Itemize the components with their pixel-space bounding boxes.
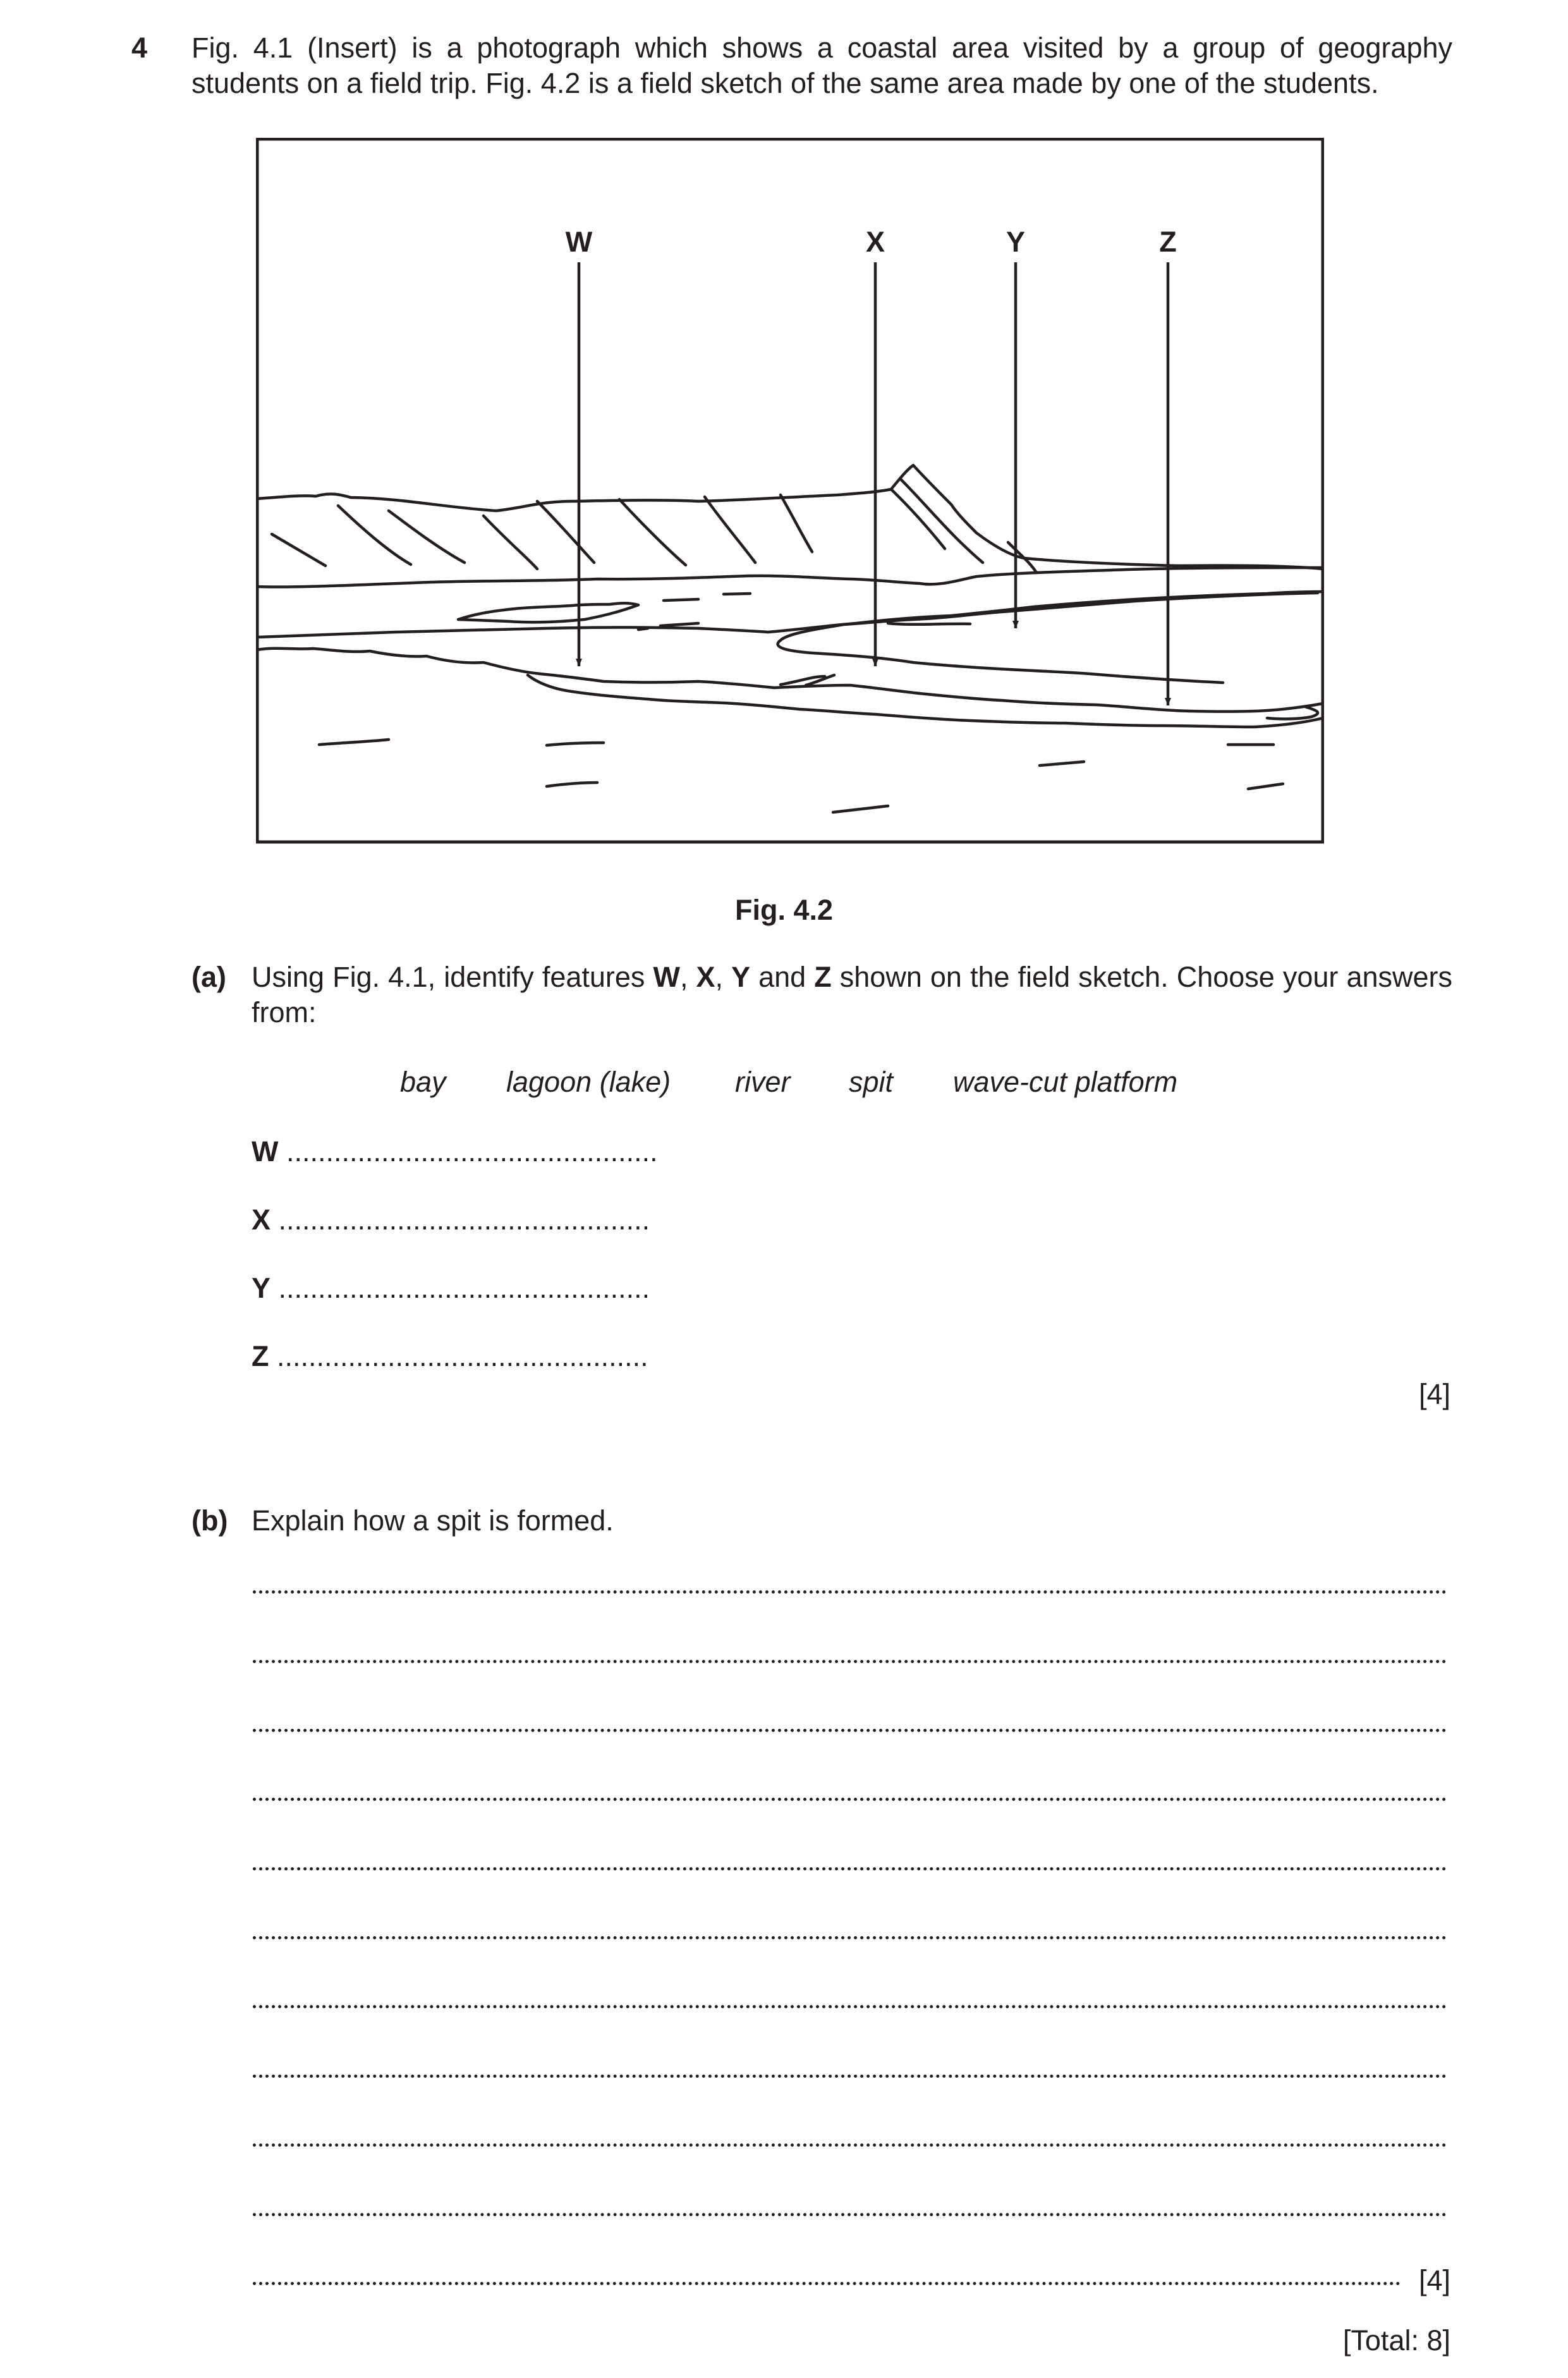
choice-river: river <box>735 1066 791 1098</box>
hillside-base <box>257 568 1323 587</box>
label-w: W <box>565 226 593 258</box>
part-a-marks: [4] <box>1418 1378 1450 1410</box>
answer-line[interactable] <box>253 1590 1447 1594</box>
part-a-y: Y <box>731 961 751 993</box>
answer-line[interactable] <box>253 1660 1447 1663</box>
answer-x-letter: X <box>252 1204 271 1236</box>
answer-line[interactable] <box>253 1729 1447 1732</box>
feature-markers <box>579 262 1168 705</box>
label-y: Y <box>1006 226 1026 258</box>
answer-line[interactable] <box>253 2143 1447 2147</box>
label-x: X <box>865 226 885 258</box>
part-b-label: (b) <box>191 1504 228 1537</box>
choice-spit: spit <box>849 1066 894 1098</box>
answer-w-dots: ............................................... <box>286 1135 658 1168</box>
choice-lagoon: lagoon (lake) <box>506 1066 671 1098</box>
part-a-label: (a) <box>191 961 226 993</box>
answer-line[interactable] <box>253 2005 1447 2008</box>
answer-line[interactable] <box>253 1936 1447 1939</box>
answer-w-letter: W <box>252 1135 279 1168</box>
skyline <box>257 465 1323 569</box>
part-b-question: Explain how a spit is formed. <box>252 1504 614 1537</box>
part-a-text-2: shown on the field sketch. Choose your answers from: <box>252 961 1453 1028</box>
question-number: 4 <box>131 32 148 64</box>
answer-line[interactable] <box>253 1867 1447 1870</box>
answer-line[interactable] <box>253 2075 1447 2078</box>
answer-z-letter: Z <box>252 1340 269 1372</box>
part-a-z: Z <box>814 961 832 993</box>
answer-z[interactable] <box>252 1339 648 1374</box>
answer-y-letter: Y <box>252 1272 271 1304</box>
answer-y[interactable] <box>252 1271 650 1306</box>
part-a-w: W <box>653 961 680 993</box>
answer-line[interactable] <box>253 2213 1447 2216</box>
total-marks: [Total: 8] <box>1342 2324 1450 2357</box>
field-sketch <box>256 138 1324 844</box>
answer-w[interactable] <box>252 1134 658 1169</box>
question-intro: Fig. 4.1 (Insert) is a photograph which shows a coastal area visited by a group of geography students on a field trip. Fig. 4.2 is a field sketch of the same area made by one of the students. <box>191 32 1452 99</box>
part-a-question <box>252 960 1452 1030</box>
inner-spit <box>458 603 638 622</box>
figure-caption: Fig. 4.2 <box>734 894 834 926</box>
answer-y-dots: ............................................... <box>278 1272 650 1304</box>
answer-z-dots: ............................................... <box>277 1340 648 1372</box>
answer-x-dots: ............................................... <box>278 1204 650 1236</box>
part-a-sep3: and <box>750 961 815 993</box>
part-a-sep2: , <box>715 961 732 993</box>
part-a-text-1: Using Fig. 4.1, identify features <box>252 961 653 993</box>
answer-x[interactable] <box>252 1202 650 1238</box>
part-a-x: X <box>696 961 715 993</box>
part-b-marks: [4] <box>1418 2264 1450 2296</box>
answer-line[interactable] <box>253 1798 1447 1801</box>
answer-line[interactable] <box>253 2282 1401 2285</box>
part-a-sep1: , <box>679 961 696 993</box>
choice-bay: bay <box>400 1066 446 1098</box>
choice-wave-cut-platform: wave-cut platform <box>953 1066 1178 1098</box>
label-z: Z <box>1159 226 1177 258</box>
